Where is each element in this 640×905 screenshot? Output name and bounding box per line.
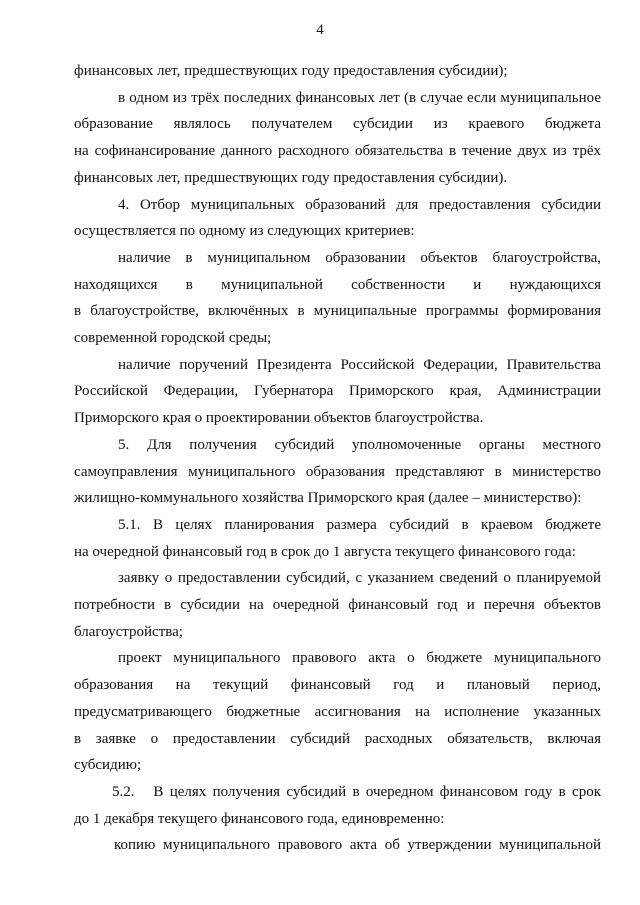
- text-line: проект муниципального правового акта о бюджете муниципального: [118, 650, 601, 667]
- text-line: 5.1. В целях планирования размера субсидий в краевом бюджете: [118, 516, 601, 533]
- text-line: в заявке о предоставлении субсидий расходных обязательств, включая: [74, 730, 601, 747]
- text-line: жилищно-коммунального хозяйства Приморского края (далее – министерство):: [74, 490, 582, 507]
- paragraph-item-5: [74, 432, 601, 512]
- paragraph-item-4: [74, 192, 601, 245]
- text-line: самоуправления муниципального образования представляют в министерство: [74, 463, 601, 480]
- text-line: заявку о предоставлении субсидий, с указанием сведений о планируемой: [118, 570, 601, 587]
- text-line: на очередной финансовый год в срок до 1 августа текущего финансового года:: [74, 543, 576, 560]
- text-line: наличие поручений Президента Российской Федерации, Правительства: [118, 356, 601, 373]
- paragraph-item-5-1: [74, 512, 601, 565]
- text-line: образования на текущий финансовый год и плановый период,: [74, 677, 601, 694]
- paragraph-subsidy-three-years: [74, 85, 601, 192]
- paragraph-copy-act: [74, 832, 601, 859]
- text-line: 5. Для получения субсидий уполномоченные органы местного: [118, 436, 601, 453]
- text-line: предусматривающего бюджетные ассигнования на исполнение указанных: [74, 703, 601, 720]
- text-line: 5.2. В целях получения субсидий в очередном финансовом году в срок: [112, 783, 601, 800]
- paragraph-criterion-orders: [74, 352, 601, 432]
- text-line: Российской Федерации, Губернатора Приморского края, Администрации: [74, 383, 601, 400]
- text-line: на софинансирование данного расходного обязательства в течение двух из трёх: [74, 143, 601, 160]
- text-line: благоустройства;: [74, 623, 183, 640]
- text-line: образование являлось получателем субсидии из краевого бюджета: [74, 116, 601, 133]
- text-line: потребности в субсидии на очередной финансовый год и перечня объектов: [74, 597, 601, 614]
- text-line: до 1 декабря текущего финансового года, единовременно:: [74, 810, 445, 827]
- text-line: в благоустройстве, включённых в муниципальные программы формирования: [74, 303, 601, 320]
- text-line: финансовых лет, предшествующих году предоставления субсидии);: [74, 63, 508, 79]
- text-line: субсидию;: [74, 757, 142, 774]
- paragraph-criterion-objects: [74, 245, 601, 352]
- text-line: осуществляется по одному из следующих критериев:: [74, 223, 415, 240]
- paragraph-item-5-2: [74, 779, 601, 832]
- paragraph-application: [74, 565, 601, 645]
- text-line: копию муниципального правового акта об утверждении муниципальной: [114, 837, 601, 854]
- page-number: 4: [316, 22, 324, 38]
- text-line: в одном из трёх последних финансовых лет (в случае если муниципальное: [118, 89, 601, 106]
- paragraph-budget-draft: [74, 645, 601, 779]
- text-line: Приморского края о проектировании объектов благоустройства.: [74, 410, 484, 427]
- text-line: современной городской среды;: [74, 330, 272, 347]
- text-line: наличие в муниципальном образовании объектов благоустройства,: [118, 249, 601, 266]
- text-line: находящихся в муниципальной собственности и нуждающихся: [74, 276, 601, 293]
- text-line: финансовых лет, предшествующих году предоставления субсидии).: [74, 169, 508, 186]
- paragraph-continuation: [74, 58, 601, 85]
- document-body: [74, 58, 601, 859]
- text-line: 4. Отбор муниципальных образований для предоставления субсидии: [118, 196, 601, 213]
